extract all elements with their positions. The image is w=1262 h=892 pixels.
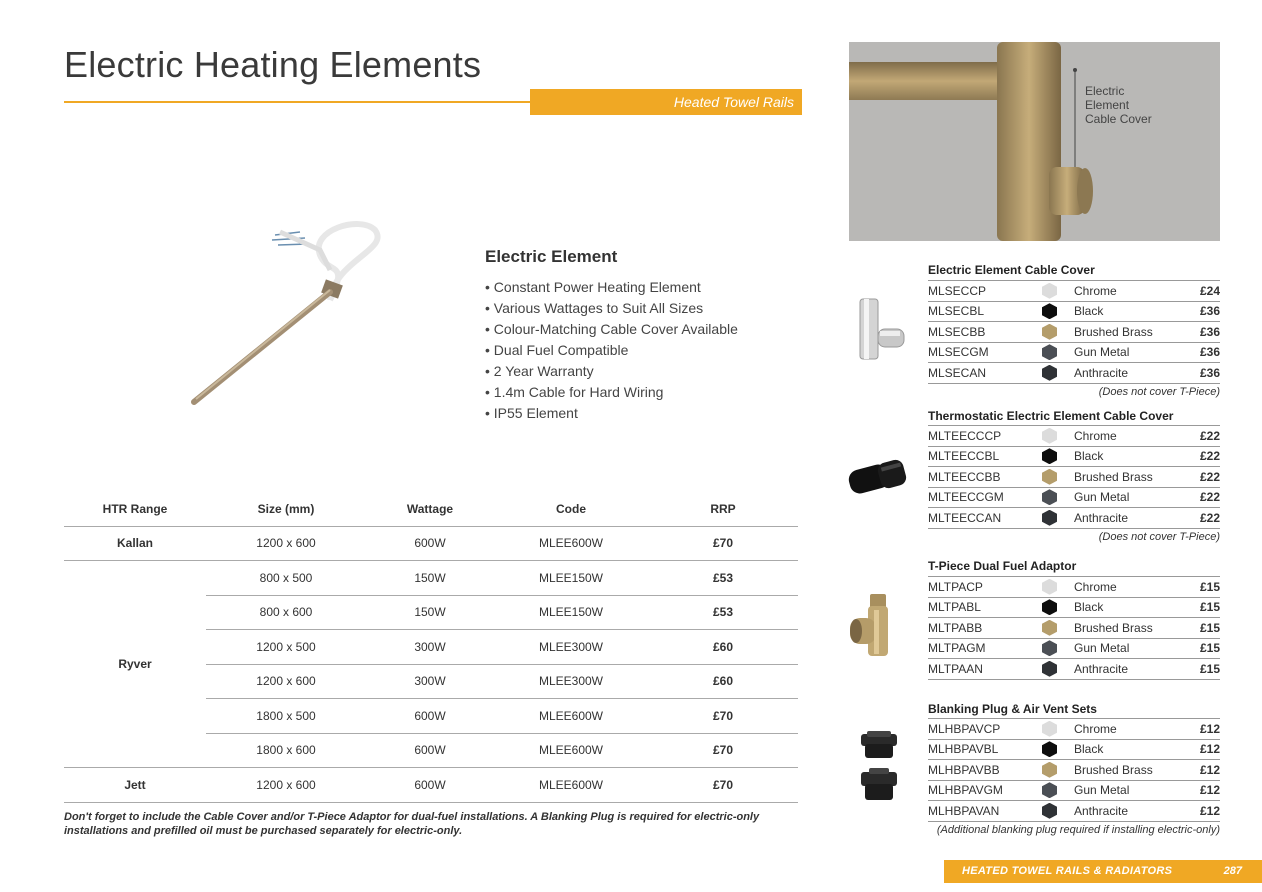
table-row bbox=[928, 301, 1220, 322]
table-row bbox=[928, 487, 1220, 508]
table-row bbox=[928, 508, 1220, 529]
finish-swatch bbox=[1042, 489, 1057, 505]
code-cell: MLEE600W bbox=[494, 526, 648, 561]
feature-title: Electric Element bbox=[485, 247, 618, 266]
footer-bar bbox=[944, 860, 1262, 883]
finish-swatch bbox=[1042, 303, 1057, 319]
size-cell: 1800 x 600 bbox=[206, 733, 366, 768]
installation-note: Don't forget to include the Cable Cover and/or T-Piece Adaptor for dual-fuel installations. A Blanking Plug is required for electric-only installations and prefilled oil must be purchased separately for electric-only. bbox=[64, 811, 760, 837]
page-number: 287 bbox=[1223, 865, 1242, 877]
wattage-cell: 150W bbox=[366, 561, 494, 596]
finish-cell: Black bbox=[1074, 739, 1190, 760]
header-rrp: RRP bbox=[648, 492, 798, 526]
table-row bbox=[928, 342, 1220, 363]
table-row bbox=[928, 659, 1220, 680]
accessory-title: T-Piece Dual Fuel Adaptor bbox=[928, 559, 1077, 573]
finish-swatch bbox=[1042, 365, 1057, 381]
finish-swatch bbox=[1042, 579, 1057, 595]
code-cell: MLTPACP bbox=[928, 577, 1042, 598]
table-row bbox=[928, 363, 1220, 384]
feature-bullet: • 1.4m Cable for Hard Wiring bbox=[485, 382, 738, 403]
code-cell: MLTPAAN bbox=[928, 659, 1042, 680]
price-cell: £22 bbox=[1190, 426, 1220, 447]
finish-cell: Black bbox=[1074, 597, 1190, 618]
accessory-title: Blanking Plug & Air Vent Sets bbox=[928, 702, 1097, 716]
wattage-cell: 600W bbox=[366, 699, 494, 734]
finish-swatch bbox=[1042, 661, 1057, 677]
table-header-row bbox=[64, 492, 798, 526]
accessory-note: (Does not cover T-Piece) bbox=[1098, 531, 1220, 543]
thermostatic-cover-image bbox=[845, 455, 910, 497]
hero-label-line: Element bbox=[1085, 98, 1130, 112]
rrp-cell: £53 bbox=[648, 561, 798, 596]
accessory-title: Thermostatic Electric Element Cable Cover bbox=[928, 409, 1174, 423]
price-cell: £36 bbox=[1190, 342, 1220, 363]
accessory-table bbox=[928, 280, 1220, 384]
wattage-cell: 600W bbox=[366, 733, 494, 768]
range-cell: Ryver bbox=[64, 561, 206, 768]
finish-swatch bbox=[1042, 344, 1057, 360]
code-cell: MLSECAN bbox=[928, 363, 1042, 384]
price-cell: £12 bbox=[1190, 739, 1220, 760]
code-cell: MLSECGM bbox=[928, 342, 1042, 363]
price-cell: £15 bbox=[1190, 577, 1220, 598]
cable-cover-illustration bbox=[849, 42, 1220, 241]
finish-cell: Black bbox=[1074, 446, 1190, 467]
finish-cell: Anthracite bbox=[1074, 659, 1190, 680]
accessory-table bbox=[928, 718, 1220, 822]
price-cell: £22 bbox=[1190, 467, 1220, 488]
feature-bullet: • Colour-Matching Cable Cover Available bbox=[485, 319, 738, 340]
finish-swatch bbox=[1042, 599, 1057, 615]
finish-swatch bbox=[1042, 640, 1057, 656]
size-cell: 1200 x 600 bbox=[206, 526, 366, 561]
rrp-cell: £60 bbox=[648, 664, 798, 699]
rrp-cell: £60 bbox=[648, 630, 798, 665]
price-cell: £36 bbox=[1190, 322, 1220, 343]
code-cell: MLHBPAVBL bbox=[928, 739, 1042, 760]
footer-section-text: HEATED TOWEL RAILS & RADIATORS bbox=[962, 865, 1173, 877]
wattage-cell: 600W bbox=[366, 526, 494, 561]
code-cell: MLSECCP bbox=[928, 281, 1042, 302]
code-cell: MLTPABB bbox=[928, 618, 1042, 639]
finish-cell: Brushed Brass bbox=[1074, 467, 1190, 488]
code-cell: MLEE150W bbox=[494, 595, 648, 630]
code-cell: MLEE600W bbox=[494, 699, 648, 734]
cable-cover-photo bbox=[849, 42, 1220, 241]
accessory-note: (Additional blanking plug required if installing electric-only) bbox=[936, 824, 1220, 836]
hero-callout-label bbox=[1085, 84, 1152, 126]
range-cell: Jett bbox=[64, 768, 206, 803]
table-row bbox=[928, 618, 1220, 639]
title-underline bbox=[64, 101, 532, 103]
table-row bbox=[928, 446, 1220, 467]
rrp-cell: £53 bbox=[648, 595, 798, 630]
table-row bbox=[64, 768, 798, 803]
finish-swatch bbox=[1042, 510, 1057, 526]
finish-cell: Brushed Brass bbox=[1074, 322, 1190, 343]
finish-cell: Anthracite bbox=[1074, 801, 1190, 822]
finish-cell: Chrome bbox=[1074, 577, 1190, 598]
finish-swatch bbox=[1042, 741, 1057, 757]
finish-cell: Brushed Brass bbox=[1074, 760, 1190, 781]
price-cell: £22 bbox=[1190, 487, 1220, 508]
accessory-table bbox=[928, 576, 1220, 680]
hero-label-line: Electric bbox=[1085, 84, 1125, 98]
code-cell: MLHBPAVGM bbox=[928, 780, 1042, 801]
wattage-cell: 300W bbox=[366, 630, 494, 665]
size-cell: 1200 x 600 bbox=[206, 664, 366, 699]
size-cell: 800 x 600 bbox=[206, 595, 366, 630]
price-cell: £15 bbox=[1190, 618, 1220, 639]
code-cell: MLHBPAVAN bbox=[928, 801, 1042, 822]
table-row bbox=[928, 597, 1220, 618]
range-cell: Kallan bbox=[64, 526, 206, 561]
table-row bbox=[64, 526, 798, 561]
code-cell: MLSECBB bbox=[928, 322, 1042, 343]
table-row bbox=[928, 281, 1220, 302]
price-cell: £24 bbox=[1190, 281, 1220, 302]
price-cell: £22 bbox=[1190, 446, 1220, 467]
code-cell: MLEE300W bbox=[494, 630, 648, 665]
header-wattage: Wattage bbox=[366, 492, 494, 526]
table-row bbox=[928, 577, 1220, 598]
finish-swatch bbox=[1042, 782, 1057, 798]
htr-range-table bbox=[64, 492, 798, 803]
price-cell: £12 bbox=[1190, 719, 1220, 740]
table-row bbox=[928, 760, 1220, 781]
feature-bullet: • Various Wattages to Suit All Sizes bbox=[485, 298, 738, 319]
header-code: Code bbox=[494, 492, 648, 526]
finish-swatch bbox=[1042, 428, 1057, 444]
t-piece-adaptor-image bbox=[848, 592, 908, 662]
finish-cell: Chrome bbox=[1074, 719, 1190, 740]
price-cell: £15 bbox=[1190, 597, 1220, 618]
table-row bbox=[928, 426, 1220, 447]
finish-cell: Anthracite bbox=[1074, 508, 1190, 529]
price-cell: £15 bbox=[1190, 659, 1220, 680]
finish-cell: Gun Metal bbox=[1074, 780, 1190, 801]
code-cell: MLEE150W bbox=[494, 561, 648, 596]
finish-cell: Anthracite bbox=[1074, 363, 1190, 384]
header-htr-range: HTR Range bbox=[64, 492, 206, 526]
finish-cell: Chrome bbox=[1074, 426, 1190, 447]
price-cell: £12 bbox=[1190, 801, 1220, 822]
header-size: Size (mm) bbox=[206, 492, 366, 526]
table-row bbox=[928, 322, 1220, 343]
feature-bullet: • 2 Year Warranty bbox=[485, 361, 738, 382]
price-cell: £15 bbox=[1190, 638, 1220, 659]
wattage-cell: 600W bbox=[366, 768, 494, 803]
accessory-note: (Does not cover T-Piece) bbox=[1098, 386, 1220, 398]
size-cell: 1200 x 600 bbox=[206, 768, 366, 803]
code-cell: MLHBPAVBB bbox=[928, 760, 1042, 781]
table-row bbox=[928, 638, 1220, 659]
price-cell: £12 bbox=[1190, 760, 1220, 781]
code-cell: MLTEECCBL bbox=[928, 446, 1042, 467]
table-row bbox=[928, 719, 1220, 740]
wattage-cell: 150W bbox=[366, 595, 494, 630]
price-cell: £36 bbox=[1190, 301, 1220, 322]
finish-cell: Gun Metal bbox=[1074, 342, 1190, 363]
blanking-plug-image bbox=[853, 728, 905, 808]
accessory-title: Electric Element Cable Cover bbox=[928, 263, 1095, 277]
finish-swatch bbox=[1042, 469, 1057, 485]
table-row bbox=[928, 739, 1220, 760]
size-cell: 800 x 500 bbox=[206, 561, 366, 596]
cable-cover-chrome-image bbox=[852, 295, 912, 363]
code-cell: MLTEECCAN bbox=[928, 508, 1042, 529]
finish-swatch bbox=[1042, 448, 1057, 464]
finish-cell: Black bbox=[1074, 301, 1190, 322]
wattage-cell: 300W bbox=[366, 664, 494, 699]
feature-list bbox=[485, 277, 738, 424]
table-row bbox=[928, 801, 1220, 822]
code-cell: MLEE600W bbox=[494, 733, 648, 768]
finish-cell: Gun Metal bbox=[1074, 638, 1190, 659]
finish-swatch bbox=[1042, 721, 1057, 737]
code-cell: MLTEECCGM bbox=[928, 487, 1042, 508]
code-cell: MLTPABL bbox=[928, 597, 1042, 618]
finish-swatch bbox=[1042, 762, 1057, 778]
code-cell: MLSECBL bbox=[928, 301, 1042, 322]
feature-bullet: • Dual Fuel Compatible bbox=[485, 340, 738, 361]
finish-swatch bbox=[1042, 803, 1057, 819]
price-cell: £36 bbox=[1190, 363, 1220, 384]
hero-label-line: Cable Cover bbox=[1085, 112, 1152, 126]
feature-bullet: • Constant Power Heating Element bbox=[485, 277, 738, 298]
finish-swatch bbox=[1042, 283, 1057, 299]
table-row bbox=[928, 780, 1220, 801]
finish-cell: Brushed Brass bbox=[1074, 618, 1190, 639]
code-cell: MLEE300W bbox=[494, 664, 648, 699]
heating-element-image bbox=[180, 220, 390, 415]
accessory-table bbox=[928, 425, 1220, 529]
rrp-cell: £70 bbox=[648, 526, 798, 561]
size-cell: 1800 x 500 bbox=[206, 699, 366, 734]
price-cell: £22 bbox=[1190, 508, 1220, 529]
table-row bbox=[64, 561, 798, 596]
code-cell: MLTEECCCP bbox=[928, 426, 1042, 447]
finish-cell: Chrome bbox=[1074, 281, 1190, 302]
code-cell: MLHBPAVCP bbox=[928, 719, 1042, 740]
code-cell: MLEE600W bbox=[494, 768, 648, 803]
rrp-cell: £70 bbox=[648, 699, 798, 734]
page-title: Electric Heating Elements bbox=[64, 44, 482, 85]
feature-bullet: • IP55 Element bbox=[485, 403, 738, 424]
rrp-cell: £70 bbox=[648, 768, 798, 803]
table-row bbox=[928, 467, 1220, 488]
finish-swatch bbox=[1042, 324, 1057, 340]
finish-cell: Gun Metal bbox=[1074, 487, 1190, 508]
section-tag: Heated Towel Rails bbox=[530, 89, 802, 115]
code-cell: MLTPAGM bbox=[928, 638, 1042, 659]
code-cell: MLTEECCBB bbox=[928, 467, 1042, 488]
size-cell: 1200 x 500 bbox=[206, 630, 366, 665]
finish-swatch bbox=[1042, 620, 1057, 636]
rrp-cell: £70 bbox=[648, 733, 798, 768]
price-cell: £12 bbox=[1190, 780, 1220, 801]
